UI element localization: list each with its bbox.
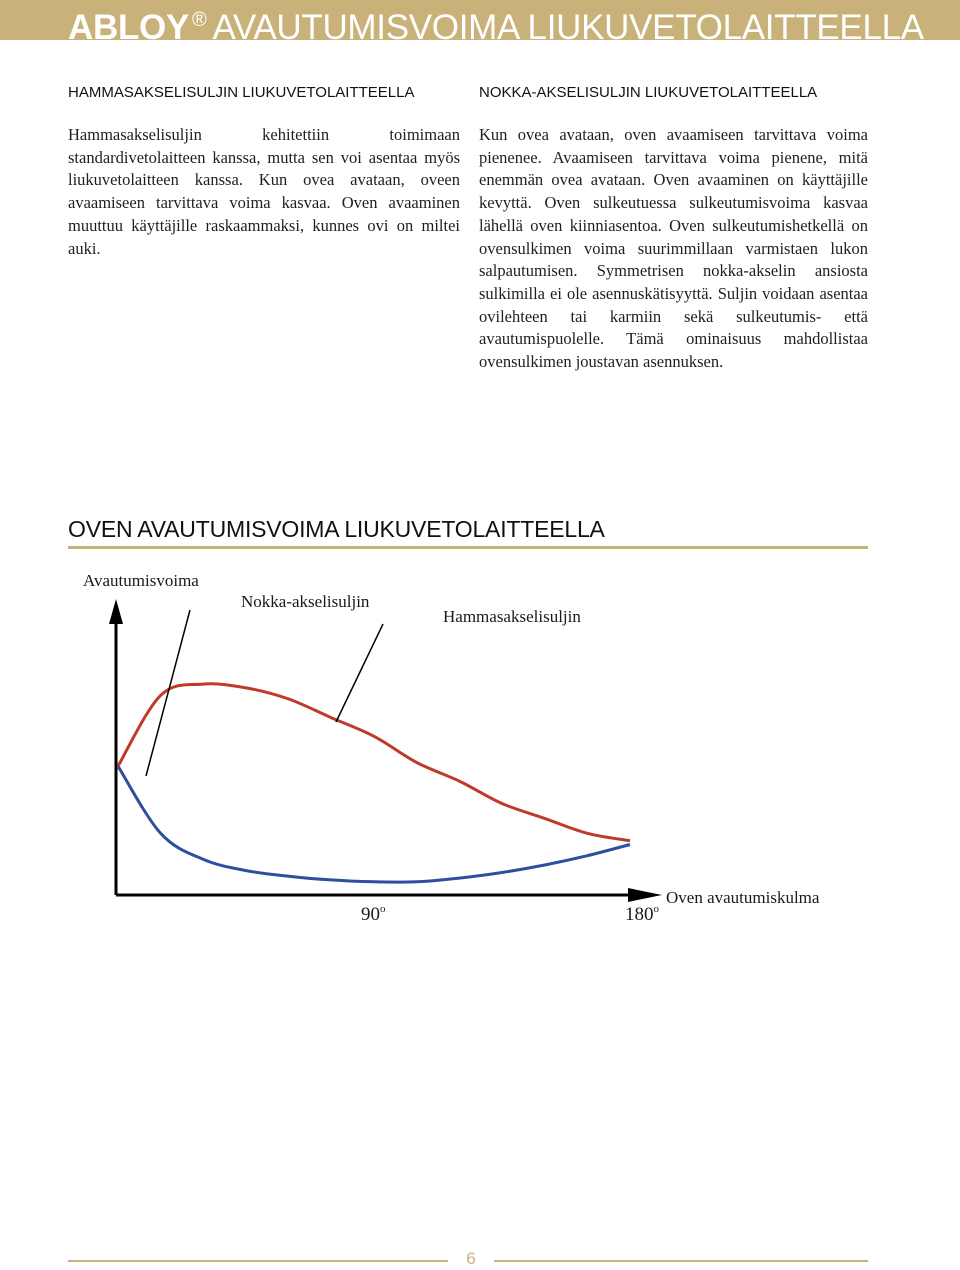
brand-name: ABLOY <box>68 8 190 47</box>
series-label-nokka-akselisuljin: Nokka-akselisuljin <box>241 592 370 611</box>
force-chart <box>0 560 960 940</box>
left-column-body: Hammasakselisuljin kehitettiin toimimaan standardivetolaitteen kanssa, mutta sen voi asentaa myös liukuvetolaitteen kanssa. Kun ovea avataan, oveen avaamiseen tarvittava voima kasvaa. Oven avaaminen muuttuu käyttäjille raskaammaksi, kunnes ovi on miltei auki. <box>68 125 460 258</box>
chart-heading: OVEN AVAUTUMISVOIMA LIUKUVETOLAITTEELLA <box>68 516 605 542</box>
header-bar <box>0 0 960 47</box>
title-text: AVAUTUMISVOIMA LIUKUVETOLAITTEELLA <box>212 8 924 47</box>
x-tick-label-90 <box>361 903 386 925</box>
series-line-hammasakselisuljin <box>118 684 630 841</box>
x-tick-180-degree: o <box>653 903 659 915</box>
series-line-nokka-akselisuljin <box>118 766 630 882</box>
x-axis-label: Oven avautumiskulma <box>666 888 820 907</box>
x-tick-90-degree: o <box>380 903 386 915</box>
leader-line-nokka-akselisuljin <box>146 610 190 776</box>
leader-line-hammasakselisuljin <box>336 624 383 722</box>
x-tick-label-180 <box>625 903 660 925</box>
x-tick-180-value: 180 <box>625 904 654 925</box>
y-axis-arrow-icon <box>109 599 123 624</box>
right-column-heading: NOKKA-AKSELISULJIN LIUKUVETOLAITTEELLA <box>479 84 818 101</box>
x-axis-arrow-icon <box>628 888 662 902</box>
chart-heading-rule <box>68 546 868 549</box>
x-tick-90-value: 90 <box>361 904 380 925</box>
footer-rule-right <box>494 1260 868 1262</box>
registered-mark: ® <box>192 9 207 31</box>
footer-rule-left <box>68 1260 448 1262</box>
series-label-hammasakselisuljin: Hammasakselisuljin <box>443 607 581 626</box>
y-axis-label: Avautumisvoima <box>83 571 199 590</box>
right-column-body: Kun ovea avataan, oven avaamiseen tarvittava voima pienenee. Avaamiseen tarvittava voima pienene, mitä enemmän ovea avataan. Oven avaaminen on käyttäjille kevyttä. Oven sulkeutuessa sulkeutumisvoima kasvaa lähellä oven kiinniasentoa. Oven sulkeutumishetkellä on ovensulkimen voima suurimmillaan varmistaen lukon salpautumisen. Symmetrisen nokka-akselin ansiosta sulkimilla ei ole asennuskätisyyttä. Suljin voidaan asentaa ovilehteen tai karmiin sekä sulkeutumis- että avautumispuolelle. Tämä ominaisuus mahdollistaa ovensulkimen joustavan asennuksen. <box>479 125 868 372</box>
page-title <box>68 1 924 47</box>
page-number: 6 <box>466 1249 476 1268</box>
left-column-heading: HAMMASAKSELISULJIN LIUKUVETOLAITTEELLA <box>68 84 415 101</box>
